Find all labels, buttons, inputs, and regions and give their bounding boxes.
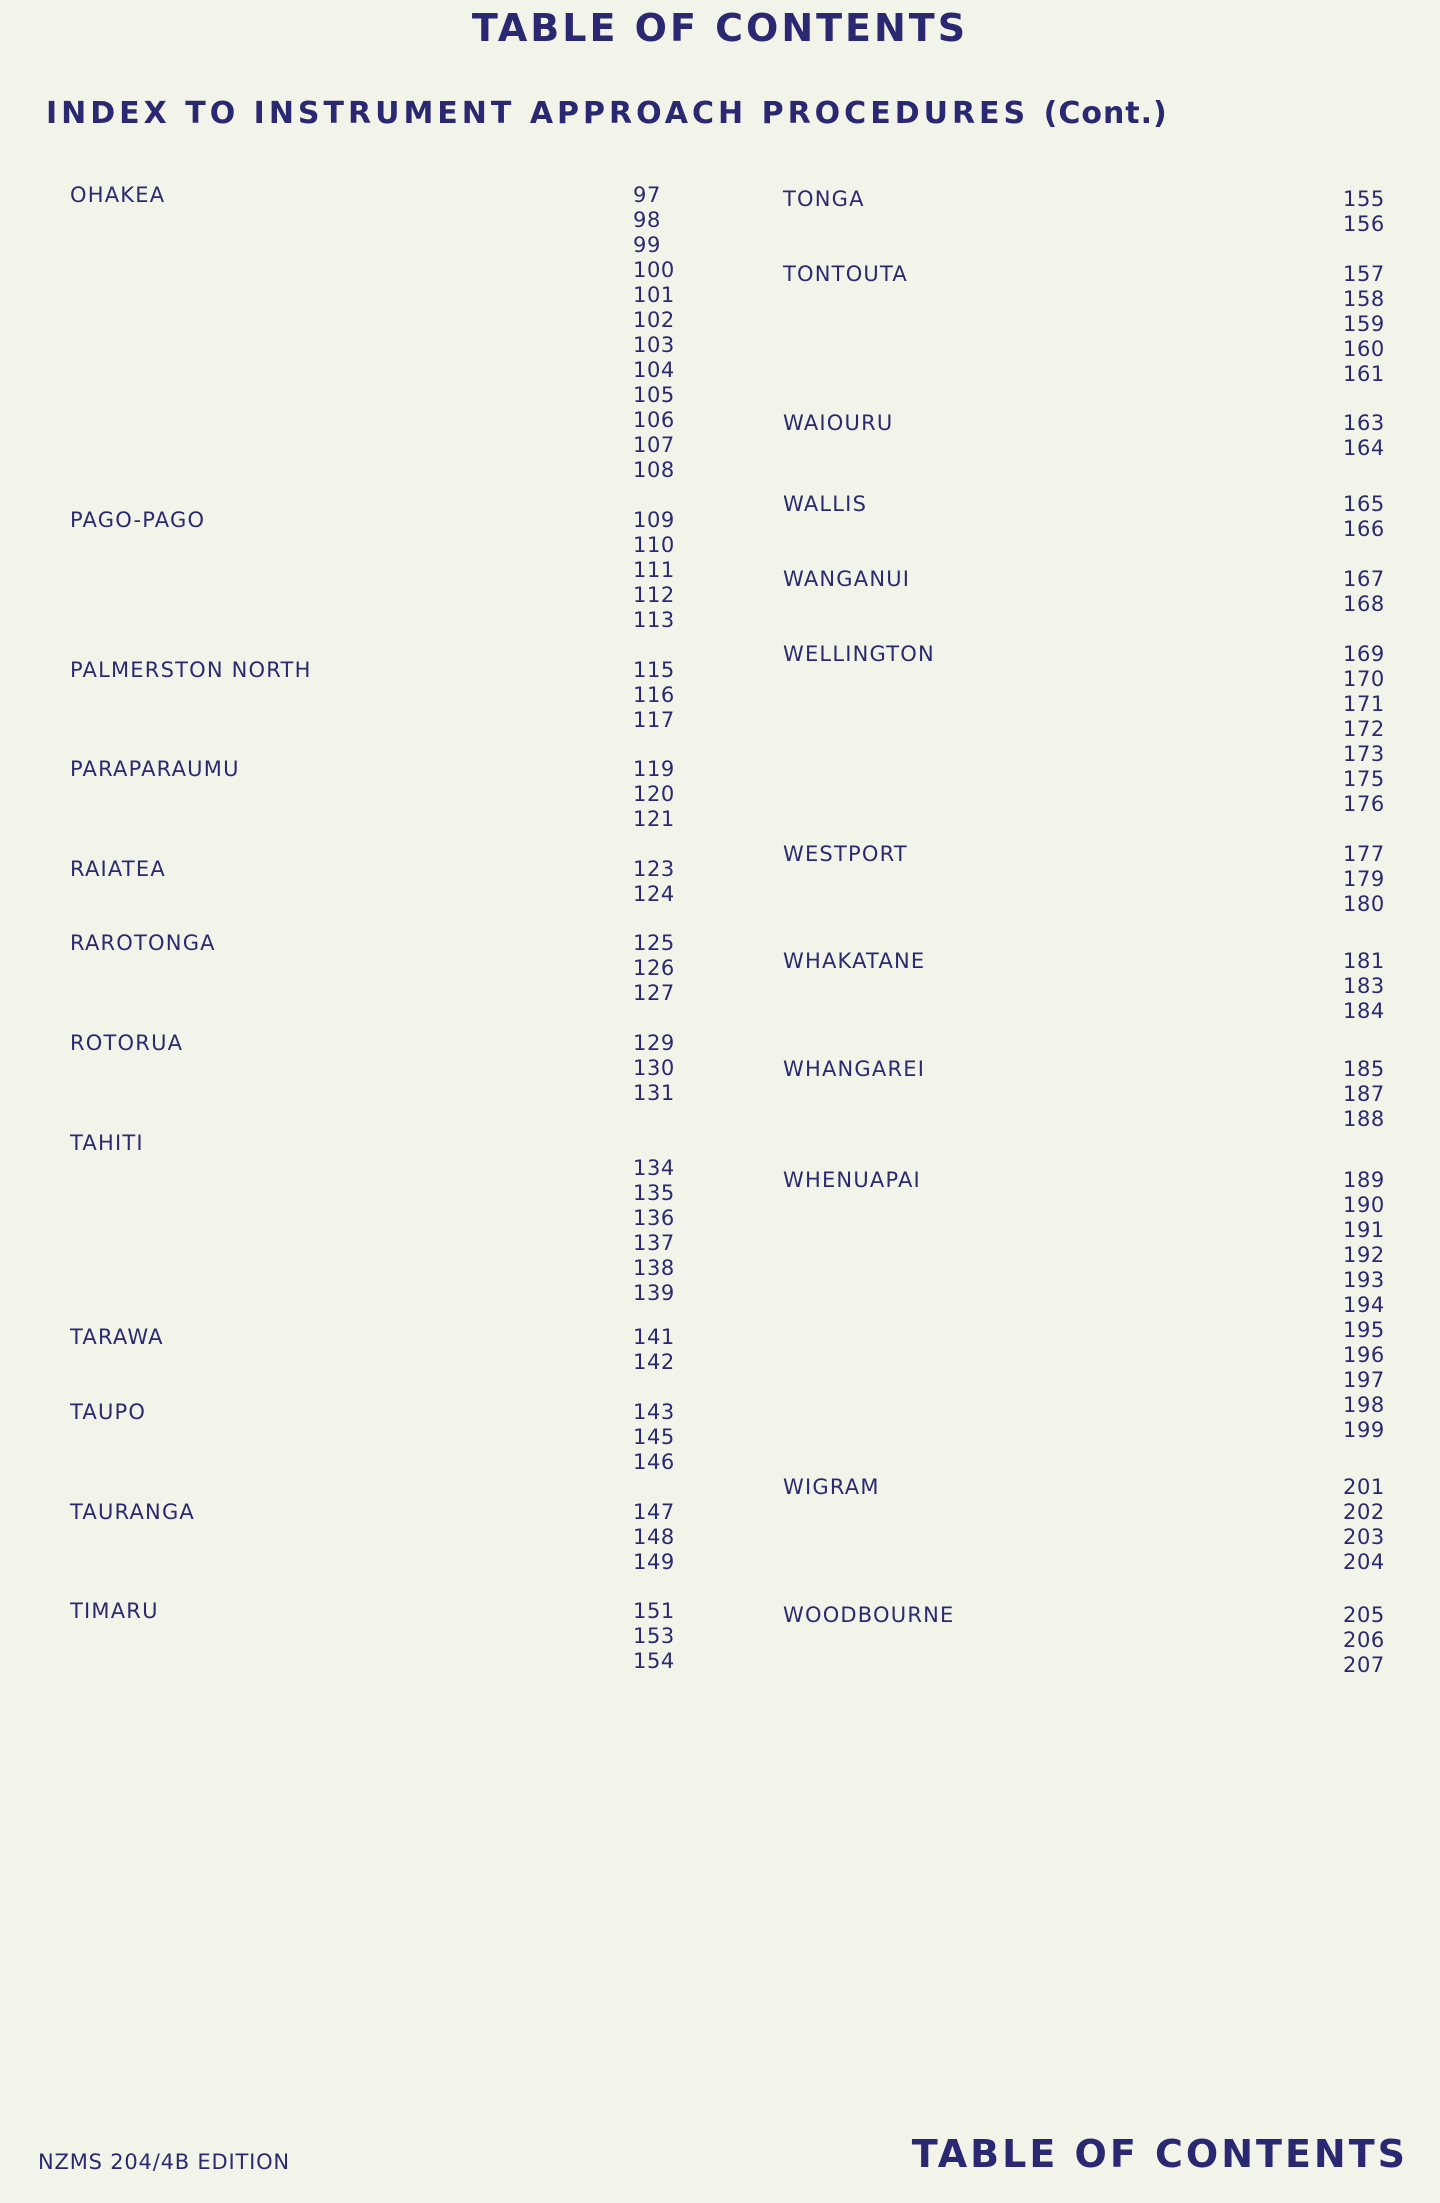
footer-title: TABLE OF CONTENTS — [911, 2132, 1408, 2176]
page-number: 188 — [1343, 1107, 1385, 1131]
page-number: 139 — [633, 1281, 675, 1305]
page-number: 145 — [633, 1425, 675, 1449]
page-number: 113 — [633, 608, 675, 632]
page-number: 156 — [1343, 212, 1385, 236]
page-number: 154 — [633, 1649, 675, 1673]
airport-name: TAURANGA — [70, 1500, 195, 1524]
airport-name: PALMERSTON NORTH — [70, 658, 312, 682]
page-number: 191 — [1343, 1218, 1385, 1242]
page-number: 105 — [633, 383, 675, 407]
page-number: 151 — [633, 1599, 675, 1623]
page-number: 98 — [633, 208, 661, 232]
page-number: 102 — [633, 308, 675, 332]
airport-name: OHAKEA — [70, 183, 166, 207]
page-number: 109 — [633, 508, 675, 532]
airport-name: WAIOURU — [783, 411, 894, 435]
page-number: 119 — [633, 757, 675, 781]
page-number: 112 — [633, 583, 675, 607]
page-number: 135 — [633, 1181, 675, 1205]
airport-name: PAGO-PAGO — [70, 508, 206, 532]
page-number: 189 — [1343, 1168, 1385, 1192]
page-number: 205 — [1343, 1603, 1385, 1627]
page-number: 143 — [633, 1400, 675, 1424]
page-number: 136 — [633, 1206, 675, 1230]
page-number: 130 — [633, 1056, 675, 1080]
page-number: 157 — [1343, 262, 1385, 286]
page-number: 166 — [1343, 517, 1385, 541]
page-number: 103 — [633, 333, 675, 357]
page-number: 141 — [633, 1325, 675, 1349]
page-number: 127 — [633, 981, 675, 1005]
page-number: 126 — [633, 956, 675, 980]
page-number: 146 — [633, 1450, 675, 1474]
page-number: 159 — [1343, 312, 1385, 336]
page-number: 108 — [633, 458, 675, 482]
page-number: 138 — [633, 1256, 675, 1280]
page-number: 165 — [1343, 492, 1385, 516]
page-number: 168 — [1343, 592, 1385, 616]
airport-name: WIGRAM — [783, 1475, 880, 1499]
airport-name: WELLINGTON — [783, 642, 935, 666]
page-number: 179 — [1343, 867, 1385, 891]
airport-name: TONGA — [783, 187, 865, 211]
page-number: 121 — [633, 807, 675, 831]
page-number: 201 — [1343, 1475, 1385, 1499]
page-number: 207 — [1343, 1653, 1385, 1677]
airport-name: WOODBOURNE — [783, 1603, 955, 1627]
airport-name: TARAWA — [70, 1325, 164, 1349]
page-number: 117 — [633, 708, 675, 732]
airport-name: WALLIS — [783, 492, 868, 516]
page-number: 116 — [633, 683, 675, 707]
airport-name: RAIATEA — [70, 857, 166, 881]
page-number: 196 — [1343, 1343, 1385, 1367]
airport-name: TIMARU — [70, 1599, 159, 1623]
page-number: 123 — [633, 857, 675, 881]
page-number: 163 — [1343, 411, 1385, 435]
page-number: 195 — [1343, 1318, 1385, 1342]
page-number: 104 — [633, 358, 675, 382]
page-number: 173 — [1343, 742, 1385, 766]
page-number: 175 — [1343, 767, 1385, 791]
page-number: 161 — [1343, 362, 1385, 386]
page-number: 199 — [1343, 1418, 1385, 1442]
page-number: 180 — [1343, 892, 1385, 916]
page-number: 137 — [633, 1231, 675, 1255]
page-number: 170 — [1343, 667, 1385, 691]
edition-label: NZMS 204/4B EDITION — [38, 2150, 290, 2174]
page-number: 99 — [633, 233, 661, 257]
page-number: 185 — [1343, 1057, 1385, 1081]
page-number: 198 — [1343, 1393, 1385, 1417]
page-number: 125 — [633, 931, 675, 955]
page-title: TABLE OF CONTENTS — [471, 6, 969, 50]
airport-name: WHENUAPAI — [783, 1168, 921, 1192]
page-number: 106 — [633, 408, 675, 432]
page-number: 134 — [633, 1156, 675, 1180]
airport-name: PARAPARAUMU — [70, 757, 240, 781]
page-number: 197 — [1343, 1368, 1385, 1392]
page-number: 181 — [1343, 949, 1385, 973]
page-number: 194 — [1343, 1293, 1385, 1317]
page-number: 131 — [633, 1081, 675, 1105]
page-number: 203 — [1343, 1525, 1385, 1549]
page-number: 149 — [633, 1550, 675, 1574]
airport-name: WHANGAREI — [783, 1057, 926, 1081]
page-number: 97 — [633, 183, 661, 207]
airport-name: TAUPO — [70, 1400, 147, 1424]
page-number: 120 — [633, 782, 675, 806]
subtitle-suffix: (Cont.) — [1043, 96, 1168, 131]
page-number: 184 — [1343, 999, 1385, 1023]
page-number: 101 — [633, 283, 675, 307]
page-number: 107 — [633, 433, 675, 457]
page-number: 115 — [633, 658, 675, 682]
page-number: 160 — [1343, 337, 1385, 361]
page-number: 100 — [633, 258, 675, 282]
airport-name: RAROTONGA — [70, 931, 216, 955]
page-number: 153 — [633, 1624, 675, 1648]
page-number: 192 — [1343, 1243, 1385, 1267]
airport-name: WHAKATANE — [783, 949, 926, 973]
airport-name: WESTPORT — [783, 842, 908, 866]
page-number: 158 — [1343, 287, 1385, 311]
airport-name: TAHITI — [70, 1131, 144, 1155]
page-number: 171 — [1343, 692, 1385, 716]
page-number: 169 — [1343, 642, 1385, 666]
page-number: 177 — [1343, 842, 1385, 866]
page-number: 148 — [633, 1525, 675, 1549]
page-number: 172 — [1343, 717, 1385, 741]
page-number: 176 — [1343, 792, 1385, 816]
page-number: 111 — [633, 558, 675, 582]
page-number: 190 — [1343, 1193, 1385, 1217]
page-number: 204 — [1343, 1550, 1385, 1574]
page-number: 167 — [1343, 567, 1385, 591]
page-number: 183 — [1343, 974, 1385, 998]
page-number: 206 — [1343, 1628, 1385, 1652]
page-number: 202 — [1343, 1500, 1385, 1524]
airport-name: ROTORUA — [70, 1031, 184, 1055]
airport-name: TONTOUTA — [783, 262, 908, 286]
page-number: 155 — [1343, 187, 1385, 211]
page-number: 129 — [633, 1031, 675, 1055]
airport-name: WANGANUI — [783, 567, 911, 591]
page-number: 164 — [1343, 436, 1385, 460]
page-number: 142 — [633, 1350, 675, 1374]
page-number: 187 — [1343, 1082, 1385, 1106]
page-number: 193 — [1343, 1268, 1385, 1292]
section-subtitle — [46, 96, 1168, 131]
subtitle-text: INDEX TO INSTRUMENT APPROACH PROCEDURES — [46, 96, 1030, 131]
page-number: 147 — [633, 1500, 675, 1524]
page-number: 110 — [633, 533, 675, 557]
page-number: 124 — [633, 882, 675, 906]
